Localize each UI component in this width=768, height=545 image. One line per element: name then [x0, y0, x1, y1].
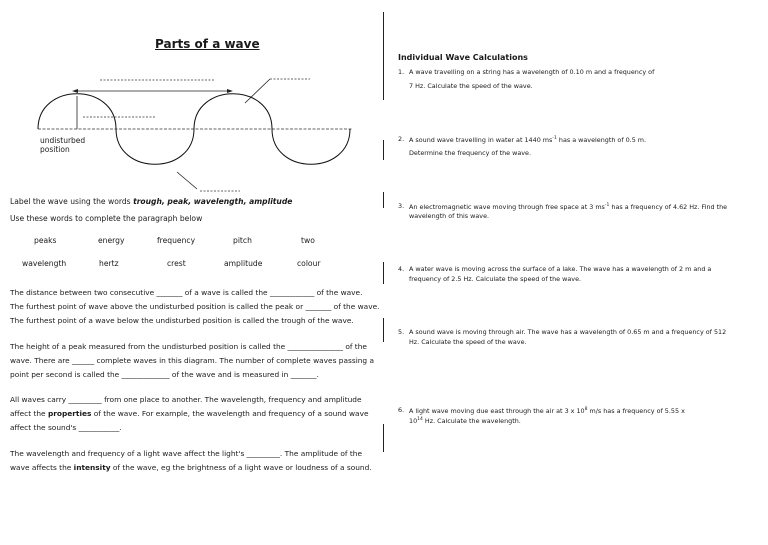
question-text: $10^{14}$ Hz. Calculate the wavelength. — [409, 417, 521, 425]
wavelength-arrowhead-left — [72, 89, 78, 93]
bold-term-intensity: intensity — [73, 463, 111, 472]
question-text: Hz. Calculate the speed of the wave. — [409, 338, 527, 346]
paragraph-line: wave. There are ______ complete waves in this diagram. The number of complete waves passing a — [10, 356, 375, 365]
question-text: A wave travelling on a string has a wavelength of 0.10 m and a frequency of — [409, 68, 655, 76]
paragraph-line: affect the properties of the wave. For example, the wavelength and frequency of a sound wave — [10, 409, 369, 418]
question-number: 6. — [398, 406, 405, 414]
word-bank-item: wavelength — [22, 259, 67, 268]
question-text: Determine the frequency of the wave. — [409, 149, 532, 157]
undisturbed-label — [40, 136, 85, 154]
undisturbed-label-line: position — [40, 145, 70, 154]
paragraph-line: The furthest point of wave above the undisturbed position is called the peak or _______ of the wave. — [10, 302, 380, 311]
word-bank-item: energy — [98, 236, 125, 245]
question-text: wavelength of this wave. — [409, 212, 490, 220]
label-pointer-line — [245, 79, 270, 103]
question-number: 2. — [398, 135, 405, 143]
wave-diagram — [0, 0, 383, 200]
page-divider — [383, 318, 384, 342]
paragraph-line: The height of a peak measured from the undisturbed position is called the _______________ of the — [10, 342, 367, 351]
word-bank-item: frequency — [157, 236, 196, 245]
paragraph-line: affect the sound's ___________. — [10, 423, 122, 432]
word-bank-item: hertz — [99, 259, 119, 268]
word-bank-item: two — [301, 236, 315, 245]
instruction-label-wave: Label the wave using the words trough, peak, wavelength, amplitude — [10, 197, 293, 206]
word-bank-item: amplitude — [224, 259, 263, 268]
page-divider — [383, 424, 384, 452]
bold-term-properties: properties — [47, 409, 92, 418]
paragraph-1 — [10, 286, 379, 328]
question-text: A sound wave travelling in water at 1440 $ms^{-1}$ has a wavelength of 0.5 m. — [409, 136, 647, 144]
paragraph-4 — [10, 447, 372, 475]
paragraph-line: point per second is called the _____________ of the wave and is measured in _______. — [10, 370, 319, 379]
question-text: A sound wave is moving through air. The wave has a wavelength of 0.65 m and a frequency of 512 — [409, 328, 727, 336]
question-number: 1. — [398, 68, 405, 76]
page-divider — [383, 192, 384, 208]
question-number: 3. — [398, 202, 405, 210]
undisturbed-label-line: undisturbed — [40, 136, 86, 145]
word-bank-item: crest — [167, 259, 186, 268]
question-number: 4. — [398, 265, 405, 273]
label-words: trough, peak, wavelength, amplitude — [133, 197, 293, 206]
page-divider — [383, 12, 384, 100]
worksheet-title: Parts of a wave — [155, 37, 260, 51]
paragraph-line: All waves carry _________ from one place to another. The wavelength, frequency and amplitude — [10, 395, 362, 404]
paragraph-line: The distance between two consecutive _______ of a wave is called the ____________ of the wave. — [10, 288, 363, 297]
question-text: A water wave is moving across the surface of a lake. The wave has a wavelength of 2 m and a — [409, 265, 712, 273]
page-divider — [383, 140, 384, 160]
instruction-complete-paragraph: Use these words to complete the paragraph below — [10, 214, 203, 223]
wavelength-arrowhead-right — [227, 89, 233, 93]
paragraph-2 — [10, 340, 374, 382]
question-text: frequency of 2.5 Hz. Calculate the speed of the wave. — [409, 275, 582, 283]
label-pointer-line — [177, 172, 197, 189]
paragraph-line: wave affects the intensity of the wave, eg the brightness of a light wave or loudness of a sound. — [10, 463, 372, 472]
word-bank-item: pitch — [233, 236, 252, 245]
question-text: A light wave moving due east through the air at 3 x $10^8$ m/s has a frequency of 5.55 x — [409, 407, 685, 415]
paragraph-line: The wavelength and frequency of a light wave affect the light's _________. The amplitude of the — [10, 449, 363, 458]
paragraph-line: The furthest point of a wave below the undisturbed position is called the trough of the wave. — [10, 316, 354, 325]
page-divider — [383, 262, 384, 284]
question-number: 5. — [398, 328, 405, 336]
paragraph-3 — [10, 393, 369, 435]
word-bank-item: peaks — [34, 236, 57, 245]
calculations-heading: Individual Wave Calculations — [398, 53, 528, 62]
word-bank-item: colour — [297, 259, 321, 268]
question-text: An electromagnetic wave moving through free space at 3 $ms^{-1}$ has a frequency of 4.62 Hz. Find the — [409, 203, 728, 211]
question-text: 7 Hz. Calculate the speed of the wave. — [409, 82, 533, 90]
